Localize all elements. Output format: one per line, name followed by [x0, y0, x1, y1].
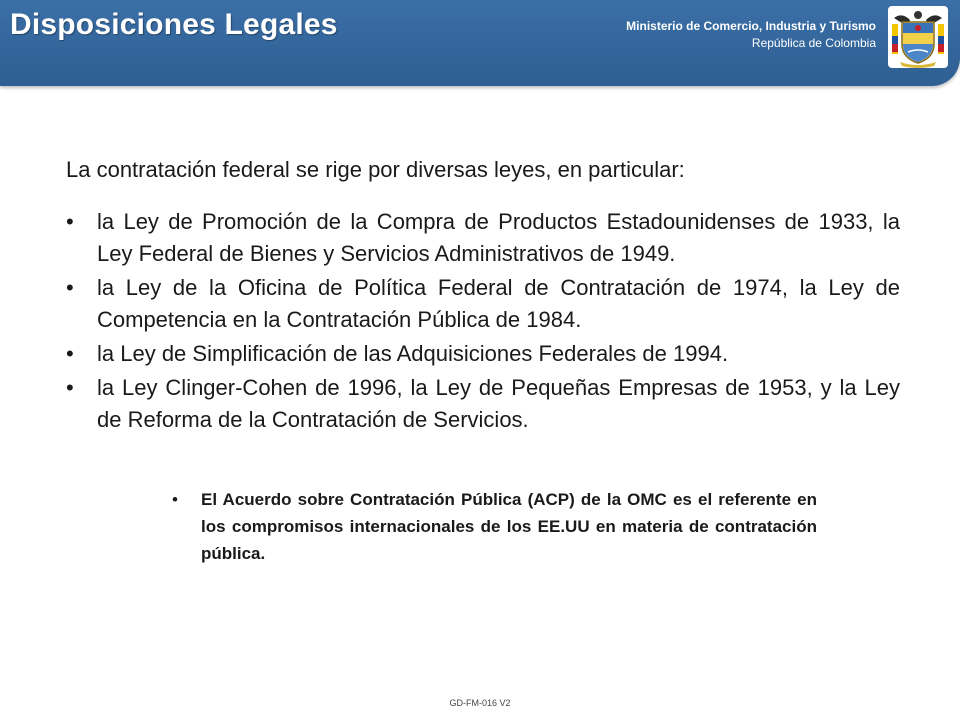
page-title: Disposiciones Legales [10, 8, 338, 41]
header-banner [0, 0, 960, 86]
acp-note [172, 486, 817, 567]
intro-text: La contratación federal se rige por diversas leyes, en particular: [66, 157, 685, 182]
note-item: • El Acuerdo sobre Contratación Pública (ACP) de la OMC es el referente en los compromisos internacionales de los EE.UU en materia de contratación pública. [172, 486, 817, 567]
list-item: • la Ley de la Oficina de Política Federal de Contratación de 1974, la Ley de Competencia en la Contratación Pública de 1984. [66, 272, 900, 336]
footer-code: GD-FM-016 V2 [449, 698, 511, 708]
list-item: • la Ley Clinger-Cohen de 1996, la Ley de Pequeñas Empresas de 1953, y la Ley de Reforma de la Contratación de Servicios. [66, 372, 900, 436]
ministry-name: Ministerio de Comercio, Industria y Turismo [626, 19, 876, 33]
country-name: República de Colombia [751, 36, 876, 50]
list-item: • la Ley de Simplificación de las Adquisiciones Federales de 1994. [66, 338, 900, 370]
main-content [66, 154, 900, 438]
coat-of-arms-icon [888, 6, 948, 68]
ministry-block [626, 18, 876, 52]
list-item: • la Ley de Promoción de la Compra de Productos Estadounidenses de 1933, la Ley Federal de Bienes y Servicios Administrativos de 1949. [66, 206, 900, 270]
laws-list [66, 206, 900, 436]
